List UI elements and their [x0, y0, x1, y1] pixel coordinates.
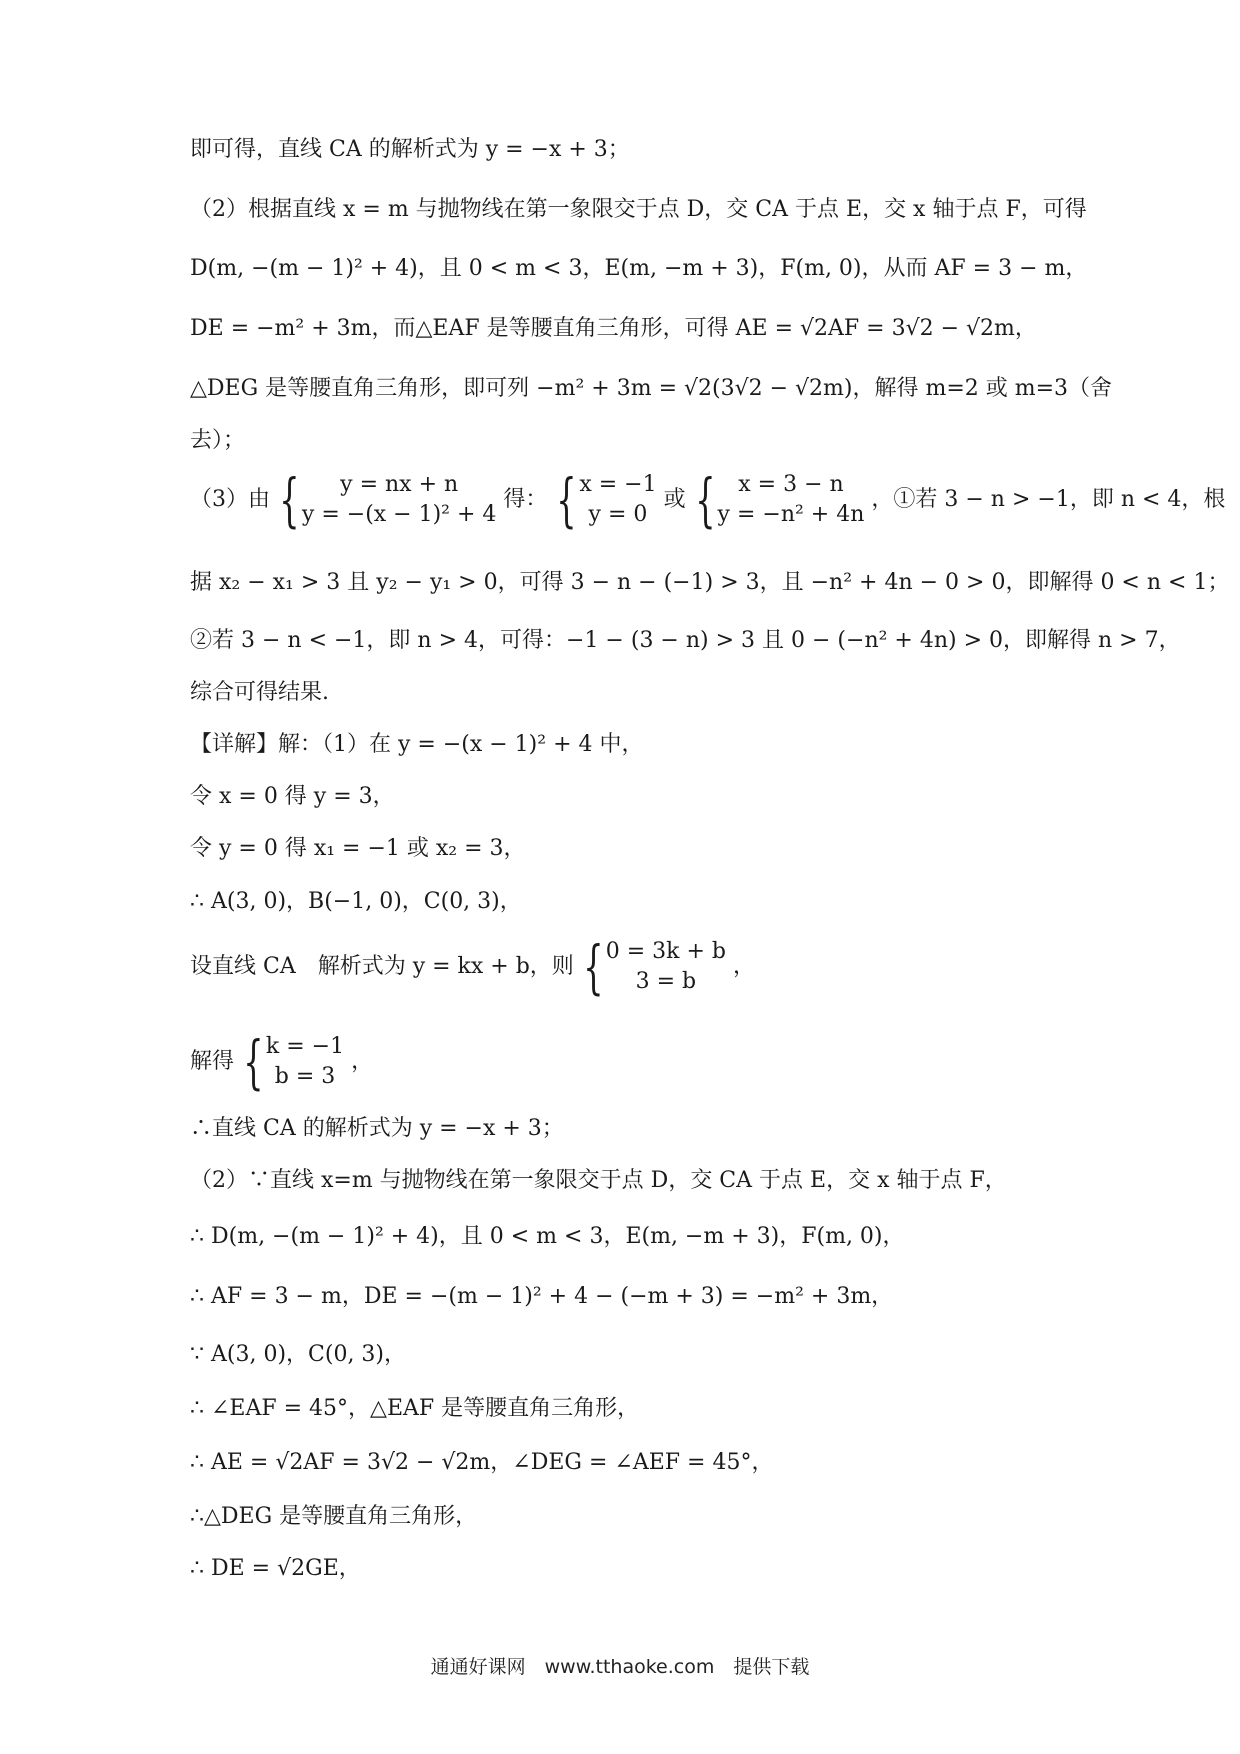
text-line: ∴直线 CA 的解析式为 y = −x + 3；	[190, 1116, 564, 1141]
text-fragment: ，	[351, 1049, 374, 1074]
text-line-systems	[190, 466, 1226, 534]
text-line: 【详解】解：（1）在 y = −(x − 1)² + 4 中，	[190, 732, 644, 757]
text-line: 去）；	[190, 428, 246, 453]
text-fragment: ，①若 3 − n > −1，即 n < 4，根	[871, 487, 1226, 512]
page-footer: 通通好课网 www.tthaoke.com 提供下载	[430, 1656, 810, 1678]
text-fragment: 解得	[190, 1049, 235, 1074]
text-line: 综合可得结果.	[190, 680, 329, 705]
text-line: ∴ A(3, 0)，B(−1, 0)，C(0, 3)，	[190, 889, 522, 914]
equation-system	[693, 466, 865, 534]
text-line: （2）根据直线 x = m 与抛物线在第一象限交于点 D，交 CA 于点 E，交 x 轴于点 F，可得	[190, 197, 1087, 222]
text-line: ∴ ∠EAF = 45°，△EAF 是等腰直角三角形，	[190, 1396, 640, 1421]
brace-icon: {	[243, 1028, 264, 1096]
equation-system	[241, 1028, 345, 1096]
equation: y = −(x − 1)² + 4	[301, 502, 497, 527]
equation: k = −1	[265, 1034, 345, 1059]
text-line: ∴ DE = √2GE，	[190, 1556, 361, 1581]
text-fragment: 得：	[503, 487, 548, 512]
equation: b = 3	[274, 1064, 336, 1089]
text-line: DE = −m² + 3m，而△EAF 是等腰直角三角形，可得 AE = √2AF = 3√2 − √2m，	[190, 316, 1037, 341]
text-line: △DEG 是等腰直角三角形，即可列 −m² + 3m = √2(3√2 − √2m)，解得 m=2 或 m=3（舍	[190, 376, 1113, 401]
brace-icon: {	[583, 933, 604, 1001]
brace-icon: {	[279, 466, 300, 534]
text-fragment: （3）由	[190, 487, 270, 512]
text-line: ∴ AF = 3 − m，DE = −(m − 1)² + 4 − (−m + 3) = −m² + 3m，	[190, 1284, 894, 1309]
equation-system	[277, 466, 497, 534]
text-line: （2）∵直线 x=m 与抛物线在第一象限交于点 D，交 CA 于点 E，交 x 轴于点 F，	[190, 1168, 1007, 1193]
text-fragment: ，	[732, 954, 755, 979]
text-line: ∴△DEG 是等腰直角三角形，	[190, 1504, 478, 1529]
equation: y = 0	[588, 502, 648, 527]
text-line: 令 y = 0 得 x₁ = −1 或 x₂ = 3，	[190, 836, 526, 861]
text-line: 令 x = 0 得 y = 3，	[190, 784, 395, 809]
text-line: 即可得，直线 CA 的解析式为 y = −x + 3；	[190, 137, 630, 162]
equation: 3 = b	[635, 969, 697, 994]
text-line: ∵ A(3, 0)，C(0, 3)，	[190, 1342, 407, 1367]
equation: y = −n² + 4n	[717, 502, 865, 527]
text-fragment: 设直线 CA 解析式为 y = kx + b，则	[190, 954, 574, 979]
brace-icon: {	[694, 466, 716, 534]
text-line: 据 x₂ − x₁ > 3 且 y₂ − y₁ > 0，可得 3 − n − (−1) > 3，且 −n² + 4n − 0 > 0，即解得 0 < n < 1；	[190, 570, 1230, 595]
equation: x = 3 − n	[738, 472, 844, 497]
text-line: ②若 3 − n < −1，即 n > 4，可得：−1 − (3 − n) > 3 且 0 − (−n² + 4n) > 0，即解得 n > 7，	[190, 628, 1181, 653]
text-line-system	[190, 935, 1060, 999]
equation-system	[554, 466, 657, 534]
text-line-system	[190, 1030, 1060, 1094]
equation: y = nx + n	[340, 472, 459, 497]
text-fragment: 或	[663, 487, 686, 512]
equation-system	[581, 933, 726, 1001]
equation: x = −1	[579, 472, 657, 497]
text-line: ∴ AE = √2AF = 3√2 − √2m，∠DEG = ∠AEF = 45°，	[190, 1450, 774, 1475]
text-line: D(m, −(m − 1)² + 4)，且 0 < m < 3，E(m, −m + 3)，F(m, 0)，从而 AF = 3 − m，	[190, 256, 1088, 281]
text-line: ∴ D(m, −(m − 1)² + 4)，且 0 < m < 3，E(m, −m + 3)，F(m, 0)，	[190, 1224, 905, 1249]
brace-icon: {	[556, 466, 578, 534]
equation: 0 = 3k + b	[605, 939, 726, 964]
